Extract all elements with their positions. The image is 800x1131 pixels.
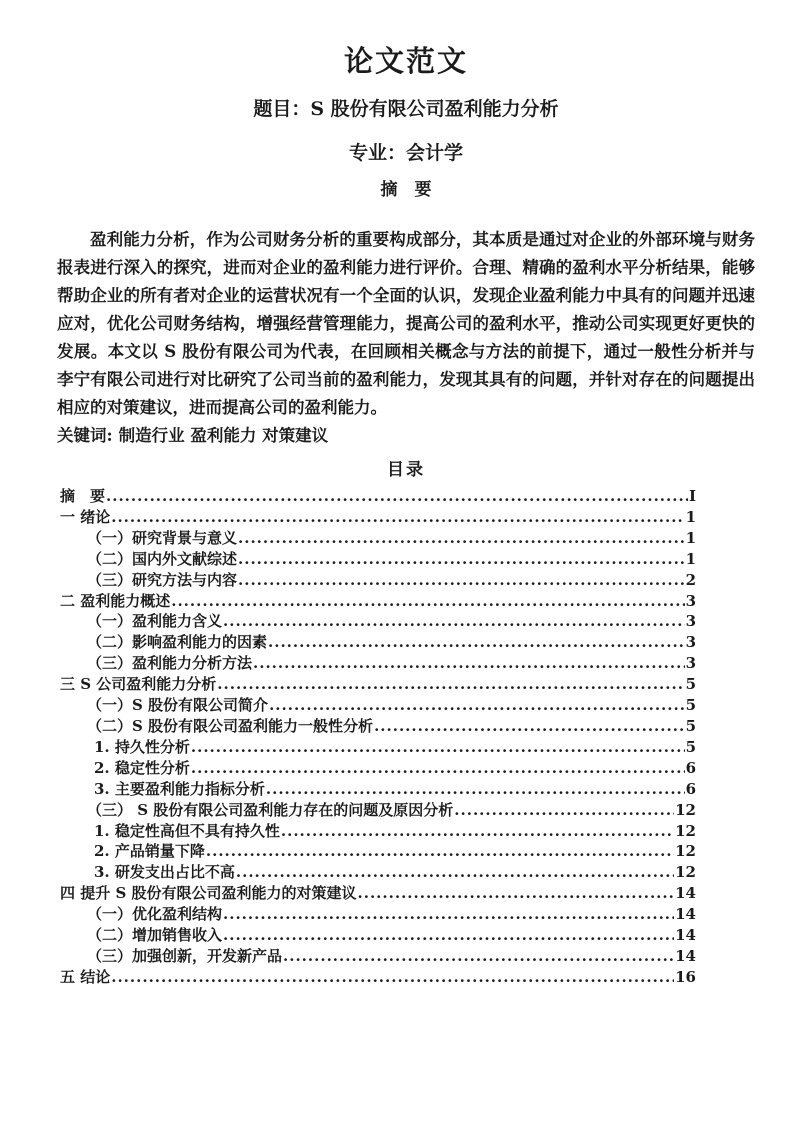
toc-page-number: 3	[685, 633, 696, 652]
toc-heading: 目录	[387, 460, 425, 480]
toc-leader-dots	[358, 883, 675, 904]
toc-leader-dots	[236, 862, 674, 883]
toc-entry-text: 1. 稳定性高但不具有持久性	[94, 821, 280, 840]
toc-row	[60, 758, 696, 779]
toc-page-number: 6	[685, 779, 696, 798]
toc-leader-dots	[111, 507, 684, 528]
toc-row	[60, 591, 696, 612]
toc-row	[60, 570, 696, 591]
toc-entry-text: 一 绪论	[60, 507, 111, 526]
toc-page-number: 1	[685, 549, 696, 568]
toc-page-number: 2	[685, 570, 696, 589]
toc-page-number: I	[688, 487, 696, 505]
toc-row	[60, 883, 696, 904]
toc-row	[60, 549, 696, 570]
toc-page-number: 3	[685, 612, 696, 631]
toc-entry-text: （二）增加销售收入	[87, 926, 223, 945]
toc-entry-text: （二）影响盈利能力的因素	[87, 633, 268, 652]
toc-row	[60, 695, 696, 716]
toc-row	[60, 967, 696, 988]
toc-entry-text: （一）研究背景与意义	[87, 528, 238, 547]
toc-leader-dots	[206, 841, 674, 862]
toc-entry-text: 3. 研发支出占比不高	[94, 863, 235, 882]
toc-page-number: 12	[675, 863, 696, 882]
doc-title: 论文范文	[343, 44, 468, 78]
toc-entry-text: 五 结论	[60, 967, 111, 986]
toc-page-number: 6	[685, 758, 696, 777]
toc-row	[60, 611, 696, 632]
toc-entry-text: 摘 要	[60, 487, 106, 505]
toc-leader-dots	[111, 967, 674, 988]
toc-page-number: 5	[685, 716, 696, 735]
toc-page-number: 1	[685, 507, 696, 526]
keywords-text: 制造行业 盈利能力 对策建议	[118, 426, 329, 445]
toc-leader-dots	[238, 549, 685, 570]
toc-leader-dots	[238, 570, 685, 591]
toc-entry-text: 二 盈利能力概述	[60, 591, 171, 610]
toc-entry-text: （一）盈利能力含义	[87, 612, 223, 631]
toc-row	[60, 904, 696, 925]
toc-leader-dots	[106, 486, 688, 507]
toc-leader-dots	[281, 821, 674, 842]
toc-page-number: 14	[675, 884, 696, 903]
toc-page-number: 5	[685, 737, 696, 756]
toc-leader-dots	[374, 716, 685, 737]
toc-entry-text: （三）研究方法与内容	[87, 570, 238, 589]
toc-leader-dots	[191, 737, 685, 758]
toc-entry-text: （二）S 股份有限公司盈利能力一般性分析	[87, 716, 374, 735]
keywords-line	[57, 422, 755, 450]
toc-entry-text: （三）盈利能力分析方法	[87, 654, 253, 673]
toc-entry-text: （三）加强创新，开发新产品	[87, 946, 283, 965]
toc-row	[60, 841, 696, 862]
toc-entry-text: （一）优化盈利结构	[87, 905, 223, 924]
toc-row	[60, 800, 696, 821]
toc-leader-dots	[223, 904, 674, 925]
toc-page-number: 14	[675, 946, 696, 965]
toc-page-number: 12	[675, 821, 696, 840]
toc-row	[60, 737, 696, 758]
toc-page-number: 16	[675, 967, 696, 986]
toc-row	[60, 862, 696, 883]
toc-row	[60, 528, 696, 549]
keywords-label: 关键词:	[57, 426, 113, 445]
toc-entry-text: 2. 产品销量下降	[94, 842, 205, 861]
toc-leader-dots	[191, 758, 685, 779]
toc-entry-text: （一）S 股份有限公司简介	[87, 696, 269, 715]
toc-entry-text: 3. 主要盈利能力指标分析	[94, 779, 265, 798]
toc-page-number: 14	[675, 926, 696, 945]
toc-page-number: 12	[675, 800, 696, 819]
toc-leader-dots	[454, 800, 674, 821]
toc-entry-text: 2. 稳定性分析	[94, 758, 190, 777]
toc-row	[60, 779, 696, 800]
toc-leader-dots	[283, 946, 674, 967]
toc-row	[60, 653, 696, 674]
abstract-paragraph: 盈利能力分析，作为公司财务分析的重要构成部分，其本质是通过对企业的外部环境与财务报表进行深入的探究，进而对企业的盈利能力进行评价。合理、精确的盈利水平分析结果，能够帮助企业的所有者对企业的运营状况有一个全面的认识，发现企业盈利能力中具有的问题并迅速应对，优化公司财务结构，增强经营管理能力，提高公司的盈利水平，推动公司实现更好更快的发展。本文以 S 股份有限公司为代表，在回顾相关概念与方法的前提下，通过一般性分析并与李宁有限公司进行对比研究了公司当前的盈利能力，发现其具有的问题，并针对存在的问题提出相应的对策建议，进而提高公司的盈利能力。	[57, 230, 755, 417]
toc-entry-text: 1. 持久性分析	[94, 737, 190, 756]
toc-row	[60, 716, 696, 737]
toc-leader-dots	[238, 528, 685, 549]
toc-row	[60, 632, 696, 653]
toc-page-number: 12	[675, 842, 696, 861]
toc-leader-dots	[223, 925, 674, 946]
toc-entry-text: （三） S 股份有限公司盈利能力存在的问题及原因分析	[87, 800, 454, 819]
toc-page-number: 5	[685, 696, 696, 715]
toc-leader-dots	[223, 611, 685, 632]
toc-row	[60, 925, 696, 946]
abstract-heading: 摘 要	[380, 180, 432, 200]
subtitle-major: 专业：会计学	[348, 142, 463, 164]
toc-page-number: 5	[685, 675, 696, 694]
toc-leader-dots	[217, 674, 684, 695]
toc-leader-dots	[268, 632, 685, 653]
toc-list	[60, 486, 755, 988]
toc-row	[60, 946, 696, 967]
toc-leader-dots	[253, 653, 685, 674]
toc-row	[60, 507, 696, 528]
toc-leader-dots	[266, 779, 685, 800]
toc-leader-dots	[269, 695, 685, 716]
toc-leader-dots	[171, 591, 684, 612]
toc-row	[60, 486, 696, 507]
toc-page-number: 3	[685, 591, 696, 610]
toc-page-number: 3	[685, 654, 696, 673]
toc-entry-text: 三 S 公司盈利能力分析	[60, 675, 217, 694]
toc-page-number: 1	[685, 528, 696, 547]
subtitle-topic: 题目：S 股份有限公司盈利能力分析	[253, 98, 559, 120]
toc-row	[60, 674, 696, 695]
toc-row	[60, 821, 696, 842]
toc-page-number: 14	[675, 905, 696, 924]
toc-entry-text: 四 提升 S 股份有限公司盈利能力的对策建议	[60, 884, 357, 903]
toc-entry-text: （二）国内外文献综述	[87, 549, 238, 568]
